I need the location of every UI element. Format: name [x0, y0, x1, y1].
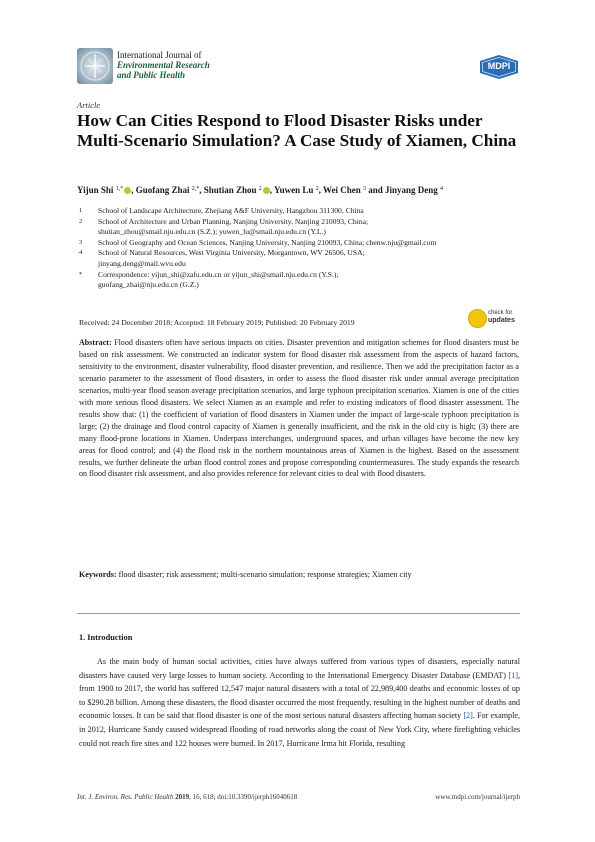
- check-updates-label: [488, 310, 515, 325]
- author-affiliation-mark: 2,*: [191, 186, 200, 192]
- footer-citation: [77, 793, 297, 801]
- keywords-text: flood disaster; risk assessment; multi-scenario simulation; response strategies; Xiamen city: [118, 570, 412, 579]
- affiliation-line: School of Natural Resources, West Virginia University, Morgantown, WV 26506, USA;: [98, 248, 365, 258]
- journal-emblem-icon: [77, 48, 113, 84]
- citation-link[interactable]: [2]: [463, 711, 473, 721]
- article-title: How Can Cities Respond to Flood Disaster Risks under Multi-Scenario Simulation? A Case Study of Xiamen, China: [77, 111, 517, 150]
- affiliation-list: [79, 206, 529, 291]
- author[interactable]: [136, 185, 200, 195]
- keywords-label: Keywords:: [79, 570, 117, 579]
- check-updates-line1: check for: [488, 310, 513, 316]
- journal-name-line1: International Journal of: [117, 50, 202, 60]
- affiliation-line: School of Geography and Ocean Sciences, Nanjing University, Nanjing 210093, China; chenw.nju@gmail.com: [98, 237, 437, 247]
- mdpi-logo: [480, 55, 518, 79]
- paragraph-text: As the main body of human social activities, cities have always suffered from various types of disasters, especially natural disasters have caused very large losses to human society. According to the International Emergency Disaster Database (EMDAT): [79, 657, 520, 680]
- author-name: Shutian Zhou: [203, 185, 257, 195]
- author[interactable]: [385, 185, 443, 195]
- author-name: Yuwen Lu: [273, 185, 314, 195]
- footer-url[interactable]: www.mdpi.com/journal/ijerph: [435, 793, 520, 801]
- author-name: Jinyang Deng: [385, 185, 438, 195]
- keywords: [79, 569, 519, 581]
- author[interactable]: [274, 185, 319, 195]
- affiliation-item: [79, 206, 529, 217]
- paragraph-text: . For example, in 2012, Hurricane Sandy caused widespread flooding of road networks along the coast of New York City, where firefighting vehicles could not reach fire sites and 122 houses were burned. In 2017, Hurricane Irma hit Florida, resulting: [79, 711, 520, 748]
- footer-journal: Int. J. Environ. Res. Public Health: [77, 793, 174, 801]
- affiliation-email-line[interactable]: jinyang.deng@mail.wvu.edu: [98, 258, 186, 268]
- correspondence-line[interactable]: Correspondence: yijun_shi@zafu.edu.cn or yijun_shi@smail.nju.edu.cn (Y.S.);: [98, 269, 339, 279]
- journal-name-line3: and Public Health: [117, 70, 186, 80]
- author-affiliation-mark: 3: [362, 186, 366, 192]
- correspondence-item: [79, 270, 529, 291]
- affiliation-line: School of Landscape Architecture, Zhejiang A&F University, Hangzhou 311300, China: [98, 206, 364, 215]
- abstract-text: Flood disasters often have serious impacts on cities. Disaster prevention and mitigation schemes for flood disasters must be based on risk assessment. We constructed an indicator system for flood disaster risk assessment from the aspects of hazard factors, sensitivity to the environment, disaster vulnerability, flood disaster prevention, and resilience. Then we add the precipitation factor as a scenario parameter to the assessment of flood disasters, in order to assess the flood disaster risk under annual average precipitation scenarios, multi-year flood season average precipitation scenarios, and large typhoon precipitation scenarios. Xiamen is one of the cities with more serious flood disasters. We select Xiamen as an example and refer to existing indicators of flood disaster assessment. The results show that: (1) the coefficient of variation of flood disasters in Xiamen under the impact of large-scale typhoon precipitation is large; (2) the drainage and flood control capacity of Xiamen is generally insufficient, and the risk in the old city is high; (3) there are many flood-prone locations in Xiamen. Underpass interchanges, underground spaces, and urban villages have become the new key areas for flood control; and (4) the flood risk in the northern mountainous areas of Xiamen is the highest. Based on the assessment results, we further delineate the urban flood control zones and propose corresponding countermeasures. The study expands the research on flood disaster risk assessment, and also provides reference for relevant cities to deal with flood disasters.: [79, 338, 519, 479]
- publication-dates: Received: 24 December 2018; Accepted: 18 February 2019; Published: 20 February 2019: [79, 318, 355, 327]
- author[interactable]: [323, 185, 366, 195]
- author-name: Yijun Shi: [77, 185, 114, 195]
- author-name: Wei Chen: [322, 185, 361, 195]
- affiliation-mark: 2: [79, 217, 83, 225]
- author-affiliation-mark: 4: [440, 186, 444, 192]
- affiliation-item: [79, 238, 529, 249]
- correspondence-mark: *: [79, 270, 83, 278]
- affiliation-item: [79, 248, 529, 269]
- section-divider: [77, 613, 520, 614]
- author-affiliation-mark: 2: [315, 186, 319, 192]
- footer-doi[interactable]: , 16, 618; doi:10.3390/ijerph16040618: [189, 793, 298, 801]
- journal-name: [117, 50, 210, 80]
- correspondence-line[interactable]: guofang_zhai@nju.edu.cn (G.Z.): [98, 280, 199, 290]
- affiliation-mark: 4: [79, 249, 83, 257]
- affiliation-email-line[interactable]: shutian_zhou@smail.nju.edu.cn (S.Z.); yuwen_lu@smail.nju.edu.cn (Y.L.): [98, 227, 326, 237]
- affiliation-mark: 3: [79, 238, 83, 246]
- affiliation-item: [79, 217, 529, 238]
- author-affiliation-mark: 2: [258, 186, 262, 192]
- author-affiliation-mark: 1,*: [115, 186, 124, 192]
- orcid-icon[interactable]: [124, 187, 131, 194]
- footer-year: 2019: [175, 793, 190, 801]
- check-updates-line2: updates: [488, 317, 515, 324]
- section-heading: 1. Introduction: [79, 633, 133, 642]
- author-list: Yijun Shi $^{1,*}$ , Guofang Zhai $^{2,*}$, Shutian Zhou $^2$ , Yuwen Lu $^2$, Wei Chen $^3$ and Jinyang Deng $^4$: [77, 185, 444, 195]
- author-name: Guofang Zhai: [135, 185, 190, 195]
- journal-name-line2: Environmental Research: [117, 60, 210, 70]
- paragraph-text: , from 1900 to 2017, the world has suffered 12,547 major natural disasters with a total of 22,989,400 deaths and economic losses of up to $290.28 billion. Among these disasters, the flood disaster occurred the most frequently, resulting in the highest number of deaths and economic losses. It can be said that flood disaster is one of the most serious natural disasters affecting human society: [79, 670, 520, 721]
- author[interactable]: [77, 185, 131, 195]
- affiliation-mark: 1: [79, 207, 83, 214]
- abstract-label: Abstract:: [79, 338, 112, 347]
- check-updates-icon: [468, 309, 487, 328]
- article-type: Article: [77, 100, 101, 110]
- mdpi-logo-text: MDPI: [487, 61, 511, 71]
- introduction-paragraph: [79, 655, 520, 750]
- orcid-icon[interactable]: [263, 187, 270, 194]
- author[interactable]: [204, 185, 270, 195]
- abstract: [79, 337, 519, 480]
- journal-logo: [77, 48, 113, 84]
- check-for-updates-button[interactable]: [468, 307, 524, 329]
- citation-link[interactable]: [1]: [508, 670, 518, 680]
- affiliation-line: School of Architecture and Urban Planning, Nanjing University, Nanjing 210093, China;: [98, 216, 369, 226]
